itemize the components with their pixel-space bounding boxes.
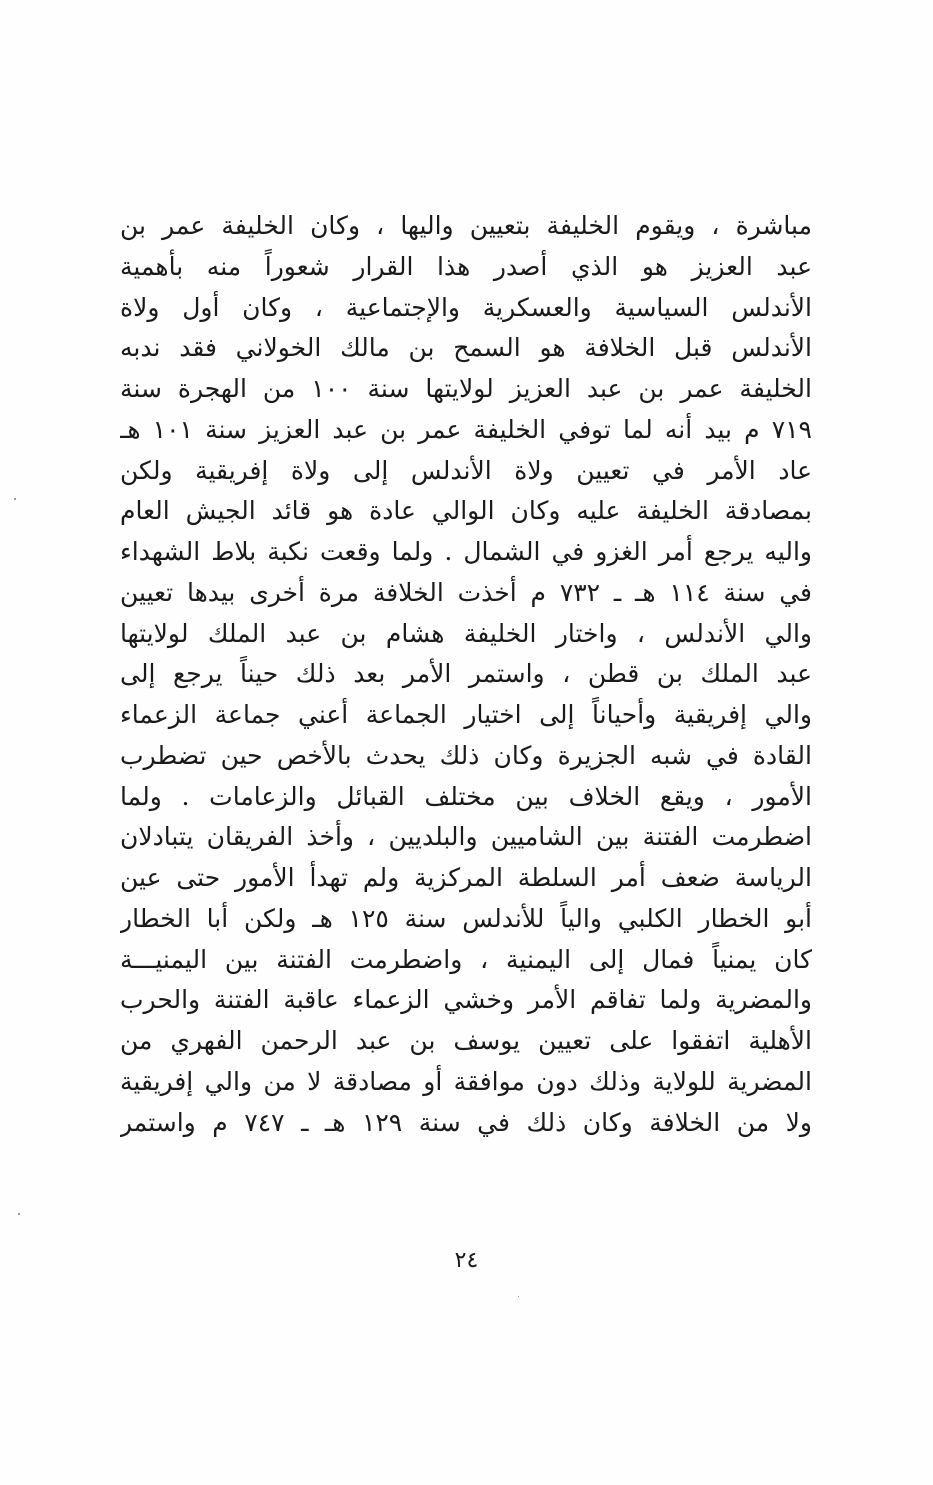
text-line: القادة في شبه الجزيرة وكان ذلك يحدث بالأخص حين تضطرب	[120, 740, 812, 770]
text-line: عبد الملك بن قطن ، واستمر الأمر بعد ذلك حيناً يرجع إلى	[120, 659, 812, 689]
text-line: واليه يرجع أمر الغزو في الشمال . ولما وقعت نكبة بلاط الشهداء	[120, 537, 812, 566]
page-number: ٢٤	[454, 1248, 479, 1273]
text-line: المضرية للولاية وذلك دون موافقة أو مصادقة لا من والي إفريقية	[120, 1066, 812, 1096]
text-line: الخليفة عمر بن عبد العزيز لولايتها سنة ١٠٠ من الهجرة سنة	[120, 374, 812, 403]
text-line: كان يمنياً فمال إلى اليمنية ، واضطرمت الفتنة بين اليمنيـــة	[120, 944, 812, 974]
text-line: ٧١٩ م بيد أنه لما توفي الخليفة عمر بن عبد العزيز سنة ١٠١ هـ	[120, 414, 812, 444]
text-line: الرياسة ضعف أمر السلطة المركزية ولم تهدأ الأمور حتى عين	[120, 863, 812, 892]
text-line: والمضرية ولما تفاقم الأمر وخشي الزعماء عاقبة الفتنة والحرب	[120, 985, 812, 1015]
text-line: الأندلس السياسية والعسكرية والإجتماعية ، وكان أول ولاة	[120, 292, 812, 322]
text-line: ولا من الخلافة وكان ذلك في سنة ١٢٩ هـ ـ ٧٤٧ م واستمر	[120, 1107, 812, 1137]
text-line: أبو الخطار الكلبي والياً للأندلس سنة ١٢٥ هـ ولكن أبا الخطار	[120, 903, 812, 933]
scan-speck	[18, 1213, 20, 1215]
text-line: في سنة ١١٤ هـ ـ ٧٣٢ م أخذت الخلافة مرة أخرى بيدها تعيين	[120, 577, 812, 607]
text-line: الأهلية اتفقوا على تعيين يوسف بن عبد الرحمن الفهري من	[120, 1026, 812, 1055]
text-line: الأندلس قبل الخلافة هو السمح بن مالك الخولاني فقد ندبه	[120, 333, 812, 363]
text-line: عبد العزيز هو الذي أصدر هذا القرار شعوراً منه بأهمية	[120, 251, 812, 281]
text-line: والي إفريقية وأحياناً إلى اختيار الجماعة أعني جماعة الزعماء	[120, 700, 812, 729]
text-line: والي الأندلس ، واختار الخليفة هشام بن عبد الملك لولايتها	[120, 618, 812, 648]
text-line: عاد الأمر في تعيين ولاة الأندلس إلى ولاة إفريقية ولكن	[120, 455, 812, 485]
text-line: اضطرمت الفتنة بين الشاميين والبلديين ، وأخذ الفريقان يتبادلان	[120, 822, 812, 852]
scan-speck	[518, 1296, 519, 1297]
scan-speck	[14, 498, 16, 500]
text-line: مباشرة ، ويقوم الخليفة بتعيين واليها ، وكان الخليفة عمر بن	[120, 211, 812, 240]
text-line: الأمور ، ويقع الخلاف بين مختلف القبائل والزعامات . ولما	[120, 781, 812, 811]
text-line: بمصادقة الخليفة عليه وكان الوالي عادة هو قائد الجيش العام	[120, 496, 812, 526]
body-text	[120, 206, 812, 1143]
